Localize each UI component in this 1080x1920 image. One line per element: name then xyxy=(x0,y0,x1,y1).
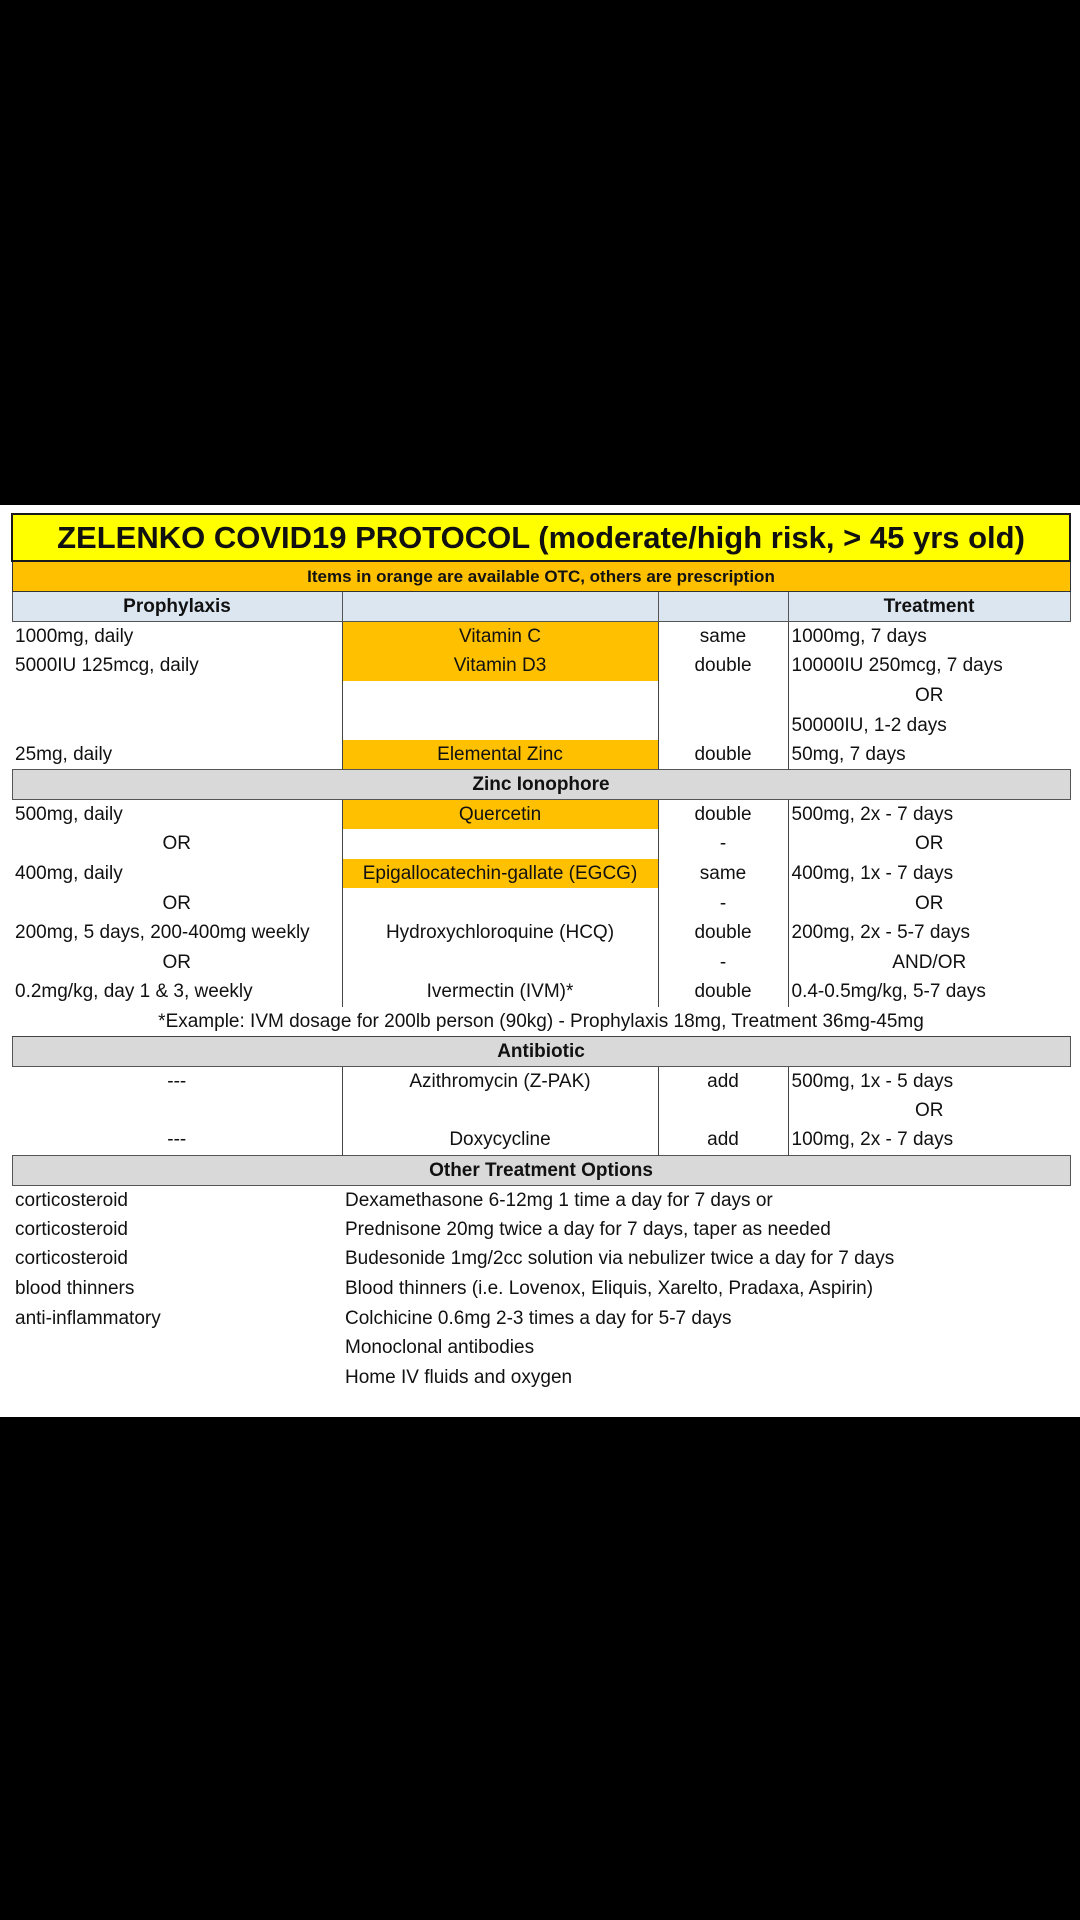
ivm-note-row xyxy=(12,1007,1070,1037)
medication-cell: Elemental Zinc xyxy=(342,740,658,770)
header-blank-change xyxy=(658,592,788,622)
treatment-description-cell: Colchicine 0.6mg 2-3 times a day for 5-7 days xyxy=(345,1307,732,1329)
table-row xyxy=(12,829,1070,859)
medication-cell: Vitamin C xyxy=(342,622,658,652)
treatment-type-cell: corticosteroid xyxy=(12,1185,342,1215)
table-row xyxy=(12,1125,1070,1155)
table-row xyxy=(12,1185,1070,1215)
subtitle-row xyxy=(12,561,1070,592)
treatment-type-cell: anti-inflammatory xyxy=(15,1307,161,1329)
table-row xyxy=(12,888,1070,918)
medication-cell xyxy=(342,1096,658,1126)
change-cell: double xyxy=(658,651,788,681)
medication-cell xyxy=(342,829,658,859)
section-header-row xyxy=(12,1155,1070,1185)
other-treatment-title: Other Treatment Options xyxy=(12,1155,1070,1185)
table-row xyxy=(12,1274,1070,1304)
prophylaxis-cell: 400mg, daily xyxy=(12,859,342,889)
medication-cell: Quercetin xyxy=(342,799,658,829)
medication-cell: Vitamin D3 xyxy=(342,651,658,681)
prophylaxis-cell: 25mg, daily xyxy=(12,740,342,770)
treatment-type-cell: corticosteroid xyxy=(15,1248,128,1270)
protocol-table xyxy=(11,513,1071,1392)
table-row xyxy=(12,859,1070,889)
change-cell: add xyxy=(658,1066,788,1096)
treatment-cell: AND/OR xyxy=(892,951,967,973)
change-cell: double xyxy=(658,918,788,948)
title-row xyxy=(12,514,1070,561)
prophylaxis-cell xyxy=(12,1096,342,1126)
prophylaxis-cell: --- xyxy=(12,1125,342,1155)
table-row xyxy=(12,622,1070,652)
treatment-type-cell xyxy=(12,1333,342,1363)
change-cell: same xyxy=(658,622,788,652)
table-row xyxy=(12,1066,1070,1096)
treatment-cell: 1000mg, 7 days xyxy=(788,622,1070,652)
medication-cell xyxy=(342,681,658,711)
table-row xyxy=(12,947,1070,977)
ivm-note: *Example: IVM dosage for 200lb person (90kg) - Prophylaxis 18mg, Treatment 36mg-45mg xyxy=(12,1007,1070,1037)
prophylaxis-cell: OR xyxy=(12,947,342,977)
header-treatment: Treatment xyxy=(788,592,1070,622)
section-header-row xyxy=(12,769,1070,799)
treatment-type-cell xyxy=(12,1363,342,1393)
change-cell xyxy=(658,681,788,711)
header-prophylaxis: Prophylaxis xyxy=(12,592,342,622)
treatment-cell: OR xyxy=(915,684,944,706)
medication-cell: Ivermectin (IVM)* xyxy=(342,977,658,1007)
antibiotic-section xyxy=(12,1066,1070,1155)
section-header-row xyxy=(12,1036,1070,1066)
table-row xyxy=(12,799,1070,829)
treatment-cell: 100mg, 2x - 7 days xyxy=(791,1129,954,1151)
prophylaxis-cell: --- xyxy=(12,1066,342,1096)
treatment-cell: 50000IU, 1-2 days xyxy=(791,714,947,736)
treatment-type-cell: corticosteroid xyxy=(15,1218,128,1240)
prophylaxis-cell: 1000mg, daily xyxy=(12,622,342,652)
prophylaxis-cell: 0.2mg/kg, day 1 & 3, weekly xyxy=(12,977,342,1007)
prophylaxis-cell: OR xyxy=(12,829,342,859)
treatment-cell: 500mg, 2x - 7 days xyxy=(788,799,1070,829)
page-title: ZELENKO COVID19 PROTOCOL (moderate/high risk, > 45 yrs old) xyxy=(12,514,1070,561)
table-row xyxy=(12,1303,1070,1333)
table-row xyxy=(12,977,1070,1007)
antibiotic-title: Antibiotic xyxy=(12,1036,1070,1066)
table-row xyxy=(12,918,1070,948)
header-blank-medication xyxy=(342,592,658,622)
treatment-cell: OR xyxy=(915,833,944,855)
medication-cell: Azithromycin (Z-PAK) xyxy=(342,1066,658,1096)
treatment-description-cell: Prednisone 20mg twice a day for 7 days, taper as needed xyxy=(345,1218,831,1240)
table-row xyxy=(12,1215,1070,1245)
table-row xyxy=(12,1096,1070,1126)
treatment-description-cell: Monoclonal antibodies xyxy=(345,1337,535,1359)
change-cell: add xyxy=(658,1125,788,1155)
table-row xyxy=(12,681,1070,711)
treatment-cell: OR xyxy=(915,1100,944,1122)
medication-cell xyxy=(342,947,658,977)
treatment-cell: 0.4-0.5mg/kg, 5-7 days xyxy=(791,981,986,1003)
medication-cell: Hydroxychloroquine (HCQ) xyxy=(342,918,658,948)
treatment-description-cell: Dexamethasone 6-12mg 1 time a day for 7 days or xyxy=(342,1185,1070,1215)
change-cell: double xyxy=(658,977,788,1007)
change-cell: double xyxy=(658,740,788,770)
medication-cell: Epigallocatechin-gallate (EGCG) xyxy=(342,859,658,889)
prophylaxis-cell: OR xyxy=(12,888,342,918)
other-options-section xyxy=(12,1185,1070,1392)
change-cell: same xyxy=(658,859,788,889)
change-cell: - xyxy=(658,947,788,977)
treatment-description-cell: Blood thinners (i.e. Lovenox, Eliquis, Xarelto, Pradaxa, Aspirin) xyxy=(345,1278,874,1300)
change-cell: - xyxy=(658,829,788,859)
treatment-cell: 10000IU 250mcg, 7 days xyxy=(791,655,1003,677)
treatment-description-cell: Home IV fluids and oxygen xyxy=(345,1366,573,1388)
table-row xyxy=(12,740,1070,770)
medication-cell: Doxycycline xyxy=(342,1125,658,1155)
table-row xyxy=(12,710,1070,740)
prophylaxis-cell xyxy=(12,681,342,711)
treatment-cell: OR xyxy=(915,892,944,914)
header-row xyxy=(12,592,1070,622)
change-cell: - xyxy=(658,888,788,918)
change-cell xyxy=(658,710,788,740)
zinc-ionophore-title: Zinc Ionophore xyxy=(12,769,1070,799)
prophylaxis-cell xyxy=(12,710,342,740)
change-cell: double xyxy=(658,799,788,829)
treatment-description-cell: Budesonide 1mg/2cc solution via nebulizer twice a day for 7 days xyxy=(345,1248,895,1270)
table-row xyxy=(12,651,1070,681)
vitamins-section xyxy=(12,622,1070,770)
change-cell xyxy=(658,1096,788,1126)
treatment-cell: 50mg, 7 days xyxy=(791,743,906,765)
treatment-cell: 200mg, 2x - 5-7 days xyxy=(791,922,970,944)
table-row xyxy=(12,1244,1070,1274)
medication-cell xyxy=(342,710,658,740)
page-subtitle: Items in orange are available OTC, others are prescription xyxy=(12,561,1070,592)
protocol-image xyxy=(0,505,1080,1417)
prophylaxis-cell: 200mg, 5 days, 200-400mg weekly xyxy=(12,918,342,948)
ionophore-section xyxy=(12,799,1070,1006)
prophylaxis-cell: 5000IU 125mcg, daily xyxy=(12,651,342,681)
treatment-cell: 400mg, 1x - 7 days xyxy=(791,862,954,884)
treatment-type-cell: blood thinners xyxy=(15,1278,135,1300)
table-row xyxy=(12,1333,1070,1363)
prophylaxis-cell: 500mg, daily xyxy=(12,799,342,829)
treatment-cell: 500mg, 1x - 5 days xyxy=(788,1066,1070,1096)
table-row xyxy=(12,1363,1070,1393)
medication-cell xyxy=(342,888,658,918)
